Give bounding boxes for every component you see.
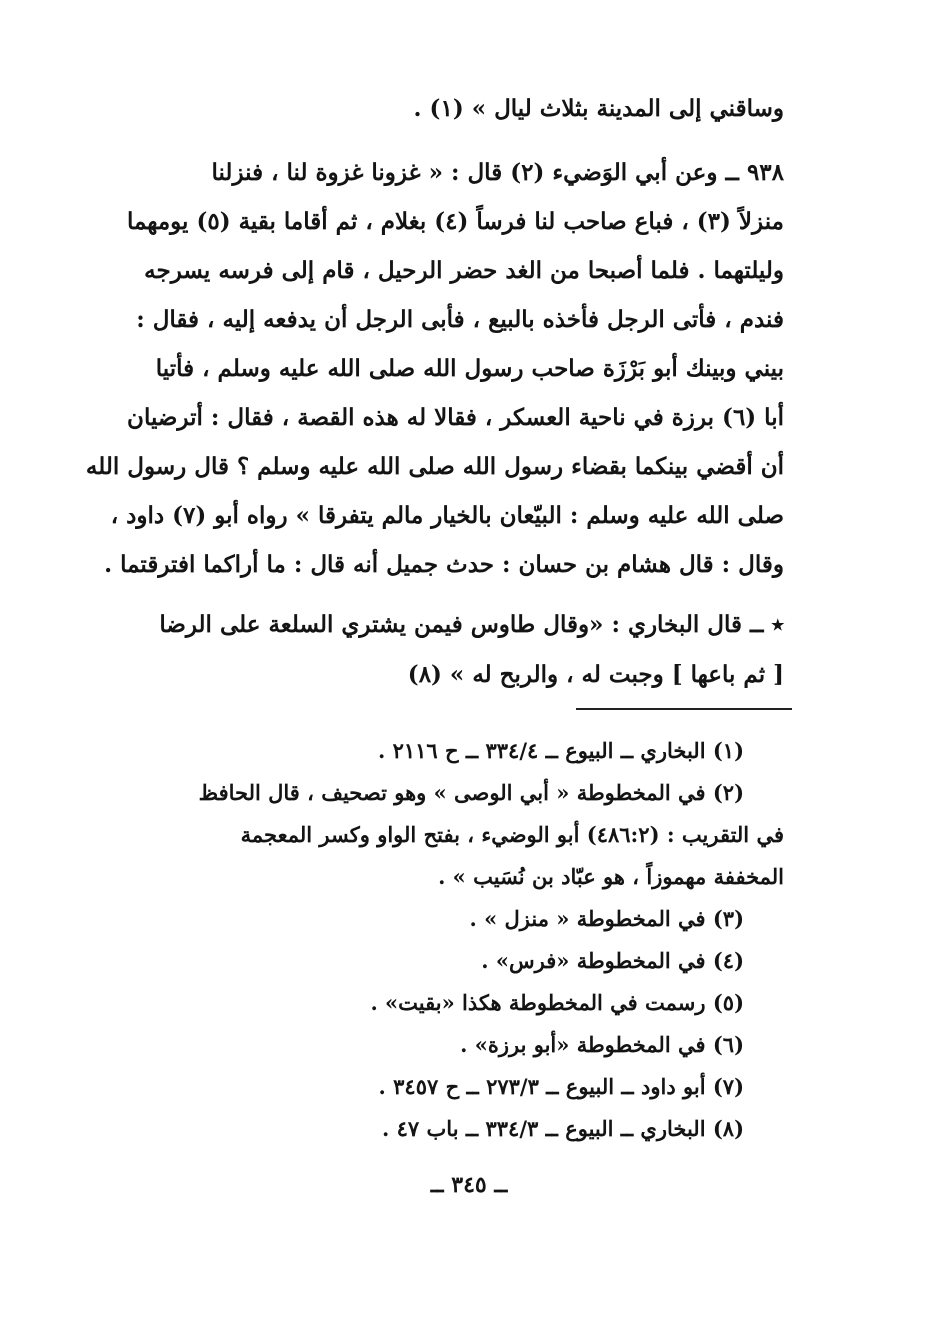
footnote-2: (٢) في المخطوطة « أبي الوصى » وهو تصحيف ، قال الحافظ [198,780,744,805]
bukhari-note-paragraph [126,600,784,700]
footnote-3: (٣) في المخطوطة « منزل » . [469,906,744,931]
footnote-8: (٨) البخاري ــ البيوع ــ ٣٣٤/٣ ــ باب ٤٧ . [382,1116,744,1141]
text-line: ٩٣٨ ــ وعن أبي الوَضيء (٢) قال : « غزونا غزوة لنا ، فنزلنا [211,159,784,186]
text-line: وليلتهما . فلما أصبحا من الغد حضر الرحيل ، قام إلى فرسه يسرجه [144,257,784,284]
page-number: ــ ٣٤٥ ــ [430,1172,508,1198]
footnote-7: (٧) أبو داود ــ البيوع ــ ٢٧٣/٣ ــ ح ٣٤٥٧ . [378,1074,744,1099]
footnote-separator [576,708,792,710]
text-line: أن أقضي بينكما بقضاء رسول الله صلى الله عليه وسلم ؟ قال رسول الله [85,453,784,480]
text-line: وقال : قال هشام بن حسان : حدث جميل أنه قال : ما أراكما افترقتما . [104,551,784,578]
text-line: أبا (٦) برزة في ناحية العسكر ، فقالا له هذه القصة ، فقال : أترضيان [127,404,784,431]
footnote-2-continuation: المخففة مهموزاً ، هو عبّاد بن نُسَيب » . [438,864,784,889]
text-line: صلى الله عليه وسلم : البيّعان بالخيار مالم يتفرقا » رواه أبو (٧) داود ، [110,502,784,529]
text-line: منزلاً (٣) ، فباع صاحب لنا فرساً (٤) بغلام ، ثم أقاما بقية (٥) يومهما [126,208,784,235]
text-line: فندم ، فأتى الرجل فأخذه بالبيع ، فأبى الرجل أن يدفعه إليه ، فقال : [136,306,784,333]
footnote-2-continuation: في التقريب : (٤٨٦:٢) أبو الوضيء ، بفتح الواو وكسر المعجمة [240,822,784,847]
footnote-5: (٥) رسمت في المخطوطة هكذا «بقيت» . [370,990,744,1015]
text-line: بيني وبينك أبو بَرْزَة صاحب رسول الله صلى الله عليه وسلم ، فأتيا [155,355,784,382]
text-line: ٭ ــ قال البخاري : «وقال طاوس فيمن يشتري السلعة على الرضا [159,611,784,638]
footnote-1: (١) البخاري ــ البيوع ــ ٣٣٤/٤ ــ ح ٢١١٦ . [377,738,744,763]
footnotes-section [126,730,784,1150]
hadith-938-paragraph [85,148,784,589]
footnote-4: (٤) في المخطوطة «فرس» . [481,948,744,973]
text-line: وساقني إلى المدينة بثلاث ليال » (١) . [413,95,784,122]
text-line: [ ثم باعها ] وجبت له ، والربح له » (٨) [407,661,784,688]
footnote-6: (٦) في المخطوطة «أبو برزة» . [460,1032,744,1057]
previous-hadith-continuation [126,84,784,133]
